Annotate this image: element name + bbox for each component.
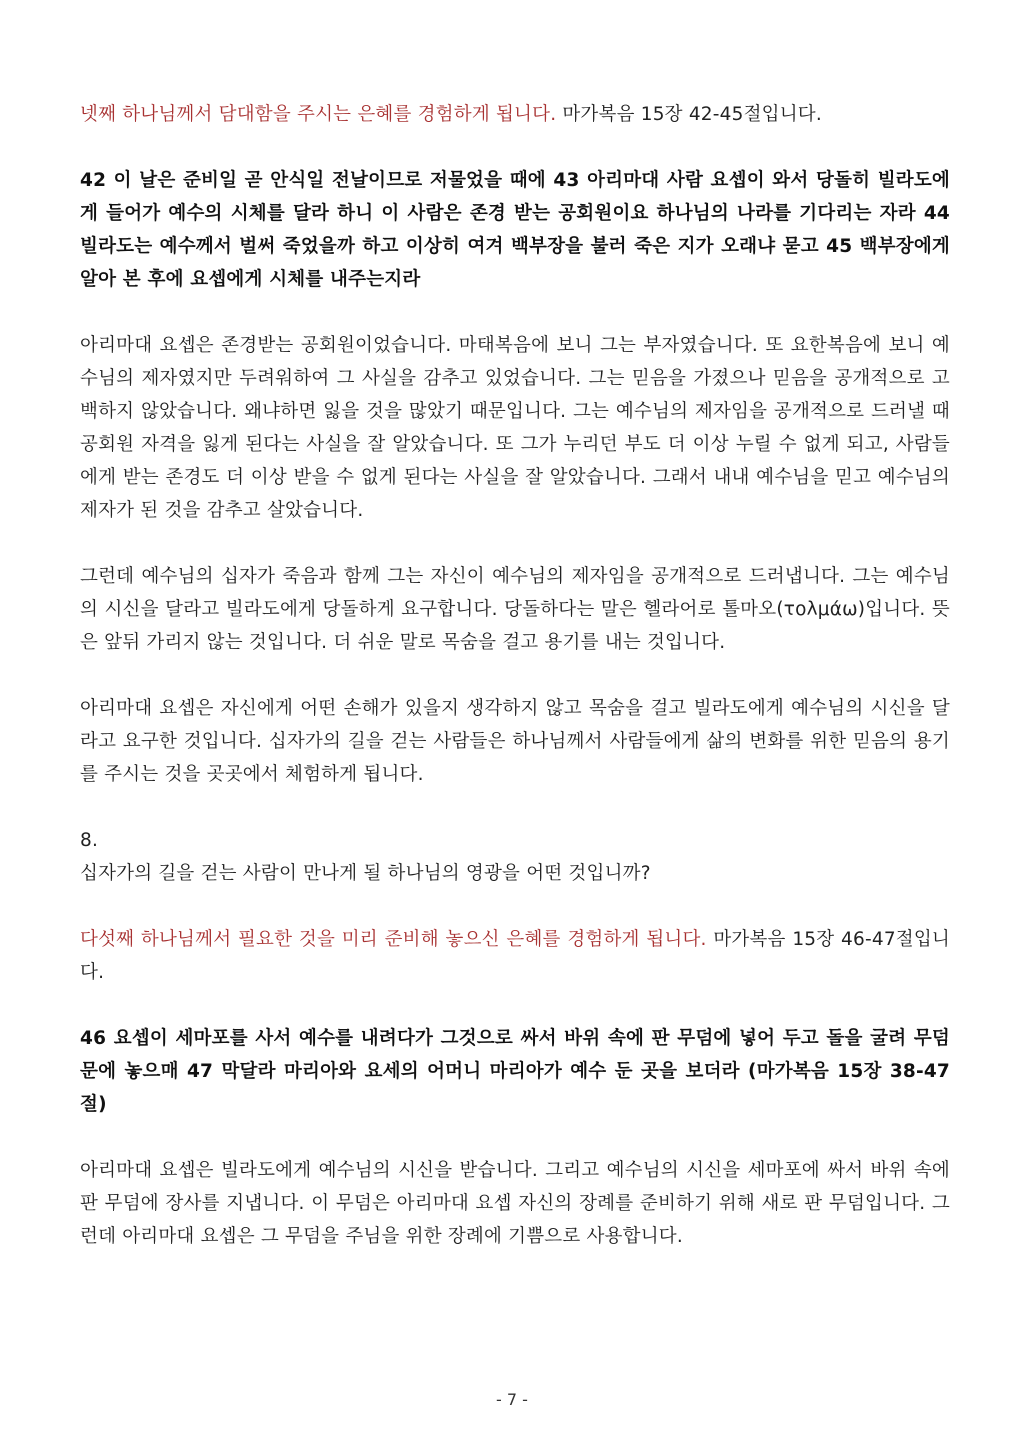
body-text: 마가복음 15장 46-47절입니다.: [80, 929, 950, 983]
body-text: 마가복음 15장 42-45절입니다.: [556, 104, 822, 125]
paragraph-fifth-point: [80, 923, 950, 989]
paragraph-fourth-point: [80, 98, 950, 131]
body-paragraph: 아리마대 요셉은 존경받는 공회원이었습니다. 마태복음에 보니 그는 부자였습니다. 또 요한복음에 보니 예수님의 제자였지만 두려워하여 그 사실을 감추고 있었습니다. 그는 믿음을 가졌으나 믿음을 공개적으로 고백하지 않았습니다. 왜냐하면 잃을 것을 많았기 때문입니다. 그는 예수님의 제자임을 공개적으로 드러낼 때 공회원 자격을 잃게 된다는 사실을 잘 알았습니다. 또 그가 누리던 부도 더 이상 누릴 수 없게 되고, 사람들에게 받는 존경도 더 이상 받을 수 없게 된다는 사실을 잘 알았습니다. 그래서 내내 예수님을 믿고 예수님의 제자가 된 것을 감추고 살았습니다.: [80, 335, 950, 521]
question-number: 8.: [80, 830, 99, 851]
body-paragraph: 아리마대 요셉은 자신에게 어떤 손해가 있을지 생각하지 않고 목숨을 걸고 빌라도에게 예수님의 시신을 달라고 요구한 것입니다. 십자가의 길을 걷는 사람들은 하나님께서 사람들에게 삶의 변화를 위한 믿음의 용기를 주시는 것을 곳곳에서 체험하게 됩니다.: [80, 698, 950, 785]
body-paragraph: 그런데 예수님의 십자가 죽음과 함께 그는 자신이 예수님의 제자임을 공개적으로 드러냅니다. 그는 예수님의 시신을 달라고 빌라도에게 당돌하게 요구합니다. 당돌하다는 말은 헬라어로 톨마오(τολμάω)입니다. 뜻은 앞뒤 가리지 않는 것입니다. 더 쉬운 말로 목숨을 걸고 용기를 내는 것입니다.: [80, 566, 950, 653]
page-number: - 7 -: [496, 1390, 528, 1409]
question-text: 십자가의 길을 걷는 사람이 만나게 될 하나님의 영광을 어떤 것입니까?: [80, 863, 651, 884]
document-page: [80, 98, 950, 1253]
scripture-passage: 46 요셉이 세마포를 사서 예수를 내려다가 그것으로 싸서 바위 속에 판 무덤에 넣어 두고 돌을 굴려 무덤 문에 놓으매 47 막달라 마리아와 요세의 어머니 마리아가 예수 둔 곳을 보더라 (마가복음 15장 38-47절): [80, 1028, 950, 1115]
highlight-text: 다섯째 하나님께서 필요한 것을 미리 준비해 놓으신 은혜를 경험하게 됩니다.: [80, 929, 707, 950]
highlight-text: 넷째 하나님께서 담대함을 주시는 은혜를 경험하게 됩니다.: [80, 104, 557, 125]
body-paragraph: 아리마대 요셉은 빌라도에게 예수님의 시신을 받습니다. 그리고 예수님의 시신을 세마포에 싸서 바위 속에 판 무덤에 장사를 지냅니다. 이 무덤은 아리마대 요셉 자신의 장례를 준비하기 위해 새로 판 무덤입니다. 그런데 아리마대 요셉은 그 무덤을 주님을 위한 장례에 기쁨으로 사용합니다.: [80, 1160, 950, 1247]
scripture-passage: 42 이 날은 준비일 곧 안식일 전날이므로 저물었을 때에 43 아리마대 사람 요셉이 와서 당돌히 빌라도에게 들어가 예수의 시체를 달라 하니 이 사람은 존경 받는 공회원이요 하나님의 나라를 기다리는 자라 44 빌라도는 예수께서 벌써 죽었을까 하고 이상히 여겨 백부장을 불러 죽은 지가 오래냐 묻고 45 백부장에게 알아 본 후에 요셉에게 시체를 내주는지라: [80, 170, 950, 290]
